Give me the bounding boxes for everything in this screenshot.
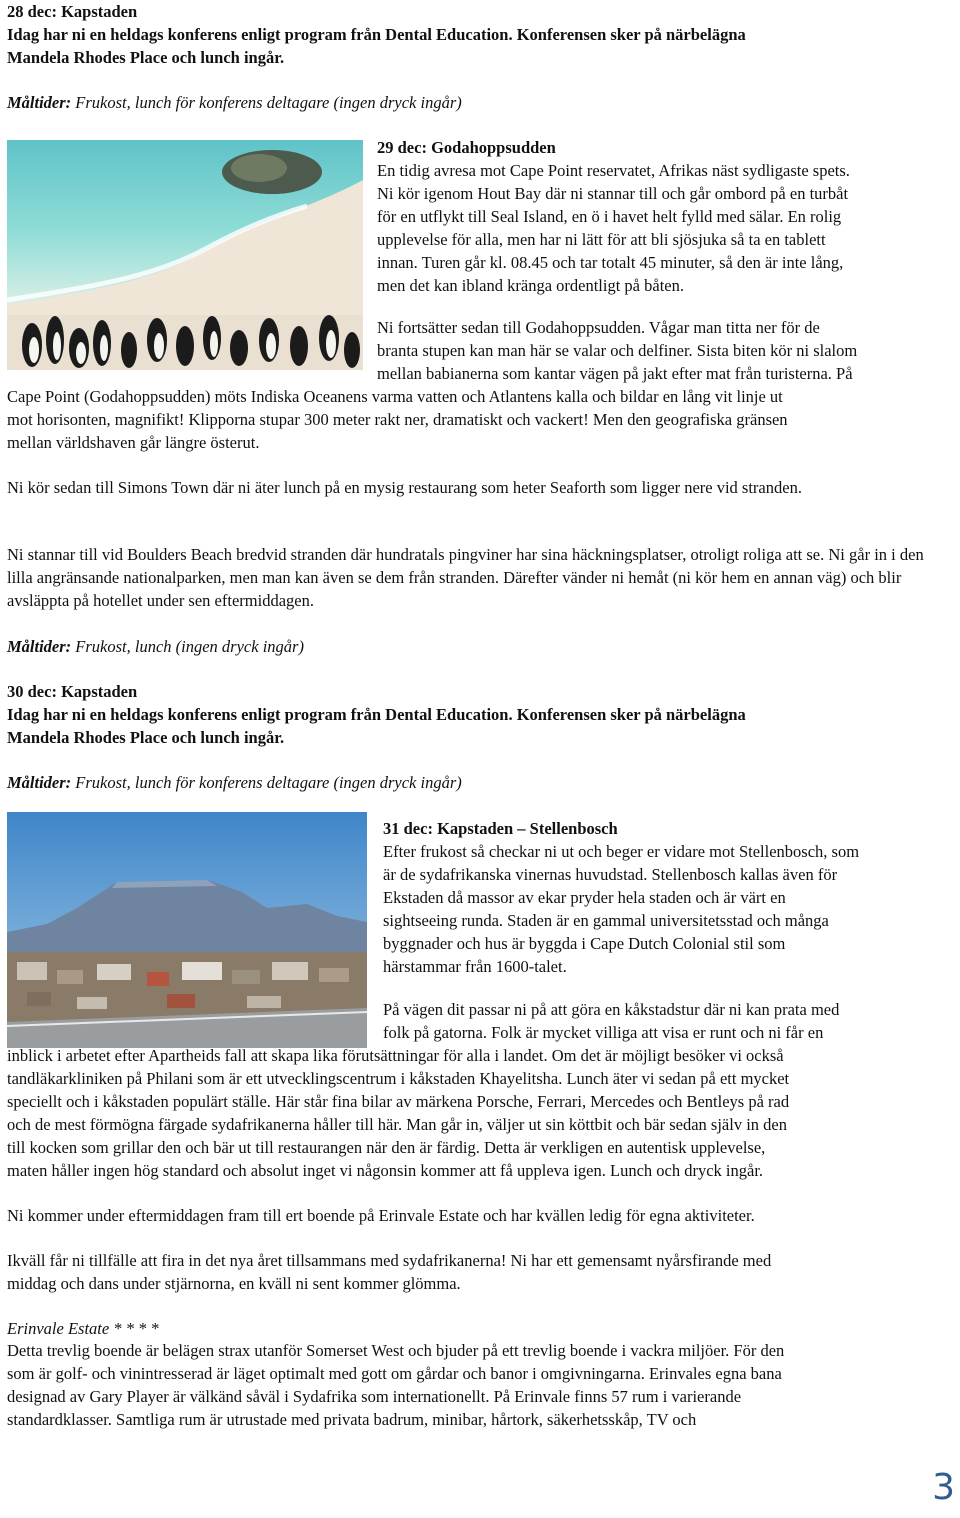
day30-heading: 30 dec: Kapstaden [7,682,138,701]
day31-para4-line: middag och dans under stjärnorna, en kväll ni sent kommer glömma. [7,1274,461,1293]
hotel-line: som är golf- och vinintresserad är läget optimalt med gott om gårdar och banor i omgivningarna. Erinvales egna bana [7,1364,782,1383]
day31-line: härstammar från 1600-talet. [383,957,567,976]
day29-meals-text: Frukost, lunch (ingen dryck ingår) [71,637,304,656]
day29-para2-full-line: mellan världshaven går längre österut. [7,433,260,452]
day28-meals-text: Frukost, lunch för konferens deltagare (ingen dryck ingår) [71,93,462,112]
day29-line: men det kan ibland kränga ordentligt på båten. [377,276,684,295]
day29-para2-full [7,385,953,454]
day29-para2-line: branta stupen kan man här se valar och delfiner. Sista biten kör ni slalom [377,341,858,360]
day31-para2-full-line: och de mest förmögna färgade sydafrikanerna håller till här. Man går in, väljer ut sin köttbit och bär sedan själv in den [7,1115,787,1134]
day31-line: Efter frukost så checkar ni ut och beger er vidare mot Stellenbosch, som [383,842,860,861]
day28-meals [7,91,953,114]
day29-line: Ni kör igenom Hout Bay där ni stannar till och går ombord på en turbåt [377,184,849,203]
day29-para2-line: mellan babianerna som kantar vägen på jakt efter mat från turisterna. På [377,364,853,383]
day29-meals [7,635,953,658]
day31-line: Ekstaden då massor av ekar pryder hela staden och är värt en [383,888,786,907]
day28-conference-line1: Idag har ni en heldags konferens enligt program från Dental Education. Konferensen sker på närbelägna [7,25,746,44]
day28-heading: 28 dec: Kapstaden [7,2,138,21]
day29-heading: 29 dec: Godahoppsudden [377,138,556,157]
day30-meals [7,771,953,794]
penguins-beach-photo [7,140,363,370]
day29-line: En tidig avresa mot Cape Point reservatet, Afrikas näst sydligaste spets. [377,161,850,180]
day29-para2-wrap [377,316,957,385]
day31-para4 [7,1249,953,1295]
day31-para2-wrap [383,998,958,1044]
hotel-description [7,1339,953,1431]
day31-para2-line: folk på gatorna. Folk är mycket villiga att visa er runt och ni får en [383,1023,824,1042]
day30-conference-line2: Mandela Rhodes Place och lunch ingår. [7,728,285,747]
day28-conference-line2: Mandela Rhodes Place och lunch ingår. [7,48,285,67]
day31-line: är de sydafrikanska vinernas huvudstad. Stellenbosch kallas även för [383,865,838,884]
day30-meals-label: Måltider: [7,773,72,792]
day31-para2-full-line: speciellt och i kåkstaden populärt ställe. Här står fina bilar av märkena Porsche, Ferrari, Mercedes och Bentleys på rad [7,1092,790,1111]
day28-section [7,0,953,69]
day29-para2-full-line: Cape Point (Godahoppsudden) möts Indiska Oceanens varma vatten och Atlantens kalla och bildar en lång vit linje ut [7,387,783,406]
day31-para2-line: På vägen dit passar ni på att göra en kåkstadstur där ni kan prata med [383,1000,840,1019]
day31-heading: 31 dec: Kapstaden – Stellenbosch [383,819,618,838]
day29-line: för en utflykt till Seal Island, en ö i havet helt fylld med sälar. En rolig [377,207,842,226]
day29-meals-label: Måltider: [7,637,72,656]
hotel-line: designad av Gary Player är välkänd såväl i Sydafrika som internationellt. På Erinvale finns 57 rum i varierande [7,1387,742,1406]
day29-para2-line: Ni fortsätter sedan till Godahoppsudden. Vågar man titta ner för de [377,318,820,337]
day29-line: innan. Turen går kl. 08.45 och tar totalt 45 minuter, så den är inte lång, [377,253,844,272]
day28-meals-label: Måltider: [7,93,72,112]
day31-para3: Ni kommer under eftermiddagen fram till ert boende på Erinvale Estate och har kvällen ledig för egna aktiviteter. [7,1206,755,1225]
page-number: 3 [932,1467,955,1508]
day29-para4: Ni stannar till vid Boulders Beach bredvid stranden där hundratals pingviner har sina häckningsplatser, otroligt roliga att se. Ni går in i den lilla angränsande nationalparken, men man kan även se dem från stranden. Därefter vänder ni hemåt (ni kör hem en annan väg) och blir avsläppta på hotellet under sen eftermiddagen. [7,545,924,610]
day31-para2-full-line: inblick i arbetet efter Apartheids fall att skapa lika förutsättningar för alla i landet. Om det är möjligt besöker vi också [7,1046,784,1065]
day29-para3: Ni kör sedan till Simons Town där ni äter lunch på en mysig restaurang som heter Seaforth som ligger nere vid stranden. [7,478,802,497]
day29-line: upplevelse för alla, men har ni lätt för att bli sjösjuka så ta en tablett [377,230,826,249]
day31-para2-full [7,1044,953,1182]
day30-conference-line1: Idag har ni en heldags konferens enligt program från Dental Education. Konferensen sker på närbelägna [7,705,746,724]
hotel-line: standardklasser. Samtliga rum är utrustade med privata badrum, minibar, hårtork, säkerhetsskåp, TV och [7,1410,697,1429]
day31-para2-full-line: till kocken som grillar den och bär ut till restaurangen när den är färdig. Detta är verkligen en autentisk upplevelse, [7,1138,766,1157]
township-table-mountain-photo [7,812,367,1048]
day29-para2-full-line: mot horisonten, magnifikt! Klipporna stupar 300 meter rakt ner, dramatiskt och vackert! Men den geografiska gränsen [7,410,788,429]
day29-intro [377,136,957,297]
day31-para4-line: Ikväll får ni tillfälle att fira in det nya året tillsammans med sydafrikanerna! Ni har ett gemensamt nyårsfirande med [7,1251,772,1270]
day31-line: byggnader och hus är byggda i Cape Dutch Colonial stil som [383,934,786,953]
day31-intro [383,817,958,978]
hotel-name: Erinvale Estate * * * * [7,1319,159,1338]
day31-para2-full-line: maten håller ingen hög standard och absolut inget vi någonsin kommer att få uppleva igen. Lunch och dryck ingår. [7,1161,764,1180]
day30-meals-text: Frukost, lunch för konferens deltagare (ingen dryck ingår) [71,773,462,792]
day31-line: sightseeing runda. Staden är en gammal universitetsstad och många [383,911,829,930]
hotel-line: Detta trevlig boende är belägen strax utanför Somerset West och bjuder på ett trevlig boende i vackra miljöer. För den [7,1341,785,1360]
day31-para2-full-line: tandläkarkliniken på Philani som är ett utvecklingscentrum i kåkstaden Khayelitsha. Lunch äter vi sedan på ett mycket [7,1069,790,1088]
day30-section [7,680,953,749]
